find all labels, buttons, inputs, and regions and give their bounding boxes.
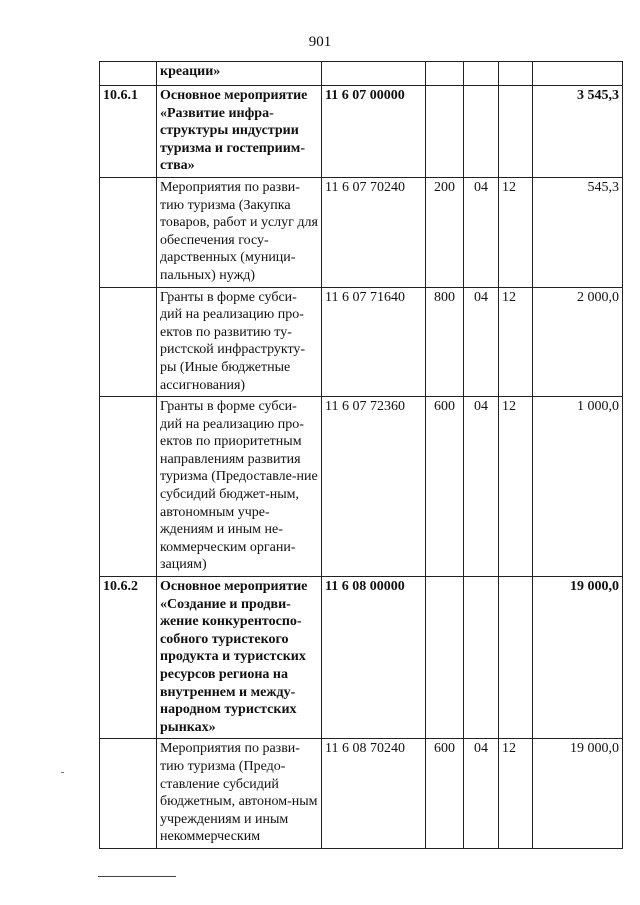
row-name: Мероприятия по разви-тию туризма (Предо-ставление субсидий бюджетным, автоном-ным учреждениям и иным некоммерческим	[157, 739, 322, 849]
row-subsection	[499, 86, 533, 178]
table-row	[100, 287, 623, 397]
row-code: 11 6 07 72360	[322, 397, 426, 577]
row-number: 10.6.1	[100, 86, 157, 178]
row-expense-type: 800	[426, 287, 464, 397]
row-code: 11 6 07 00000	[322, 86, 426, 178]
row-code	[322, 62, 426, 86]
row-section	[464, 62, 499, 86]
row-amount: 2 000,0	[533, 287, 623, 397]
budget-table	[99, 61, 623, 849]
row-subsection: 12	[499, 287, 533, 397]
table-row	[100, 577, 623, 739]
row-expense-type	[426, 86, 464, 178]
table-row	[100, 62, 623, 86]
row-code: 11 6 07 70240	[322, 177, 426, 287]
row-name: Гранты в форме субси-дий на реализацию про-ектов по развитию ту-ристской инфраструкту-ры (Иные бюджетные ассигнования)	[157, 287, 322, 397]
table-row	[100, 739, 623, 849]
footnote-rule	[98, 876, 176, 877]
row-section: 04	[464, 739, 499, 849]
row-expense-type	[426, 577, 464, 739]
table-row	[100, 397, 623, 577]
row-expense-type	[426, 62, 464, 86]
row-number	[100, 62, 157, 86]
scan-speck	[61, 772, 64, 773]
row-name: Мероприятия по разви-тию туризма (Закупка товаров, работ и услуг для обеспечения госу-дарственных (муници-пальных) нужд)	[157, 177, 322, 287]
row-expense-type: 200	[426, 177, 464, 287]
row-amount: 3 545,3	[533, 86, 623, 178]
row-name: Гранты в форме субси-дий на реализацию про-ектов по приоритетным направлениям развития туризма (Предоставле-ние субсидий бюджет-ным, автономным учре-ждениям и иным не-коммерческим органи-зациям)	[157, 397, 322, 577]
row-code: 11 6 08 00000	[322, 577, 426, 739]
row-amount: 1 000,0	[533, 397, 623, 577]
row-section	[464, 577, 499, 739]
row-amount: 19 000,0	[533, 577, 623, 739]
row-number	[100, 287, 157, 397]
row-number	[100, 397, 157, 577]
row-section: 04	[464, 397, 499, 577]
row-section: 04	[464, 287, 499, 397]
row-code: 11 6 07 71640	[322, 287, 426, 397]
row-subsection	[499, 577, 533, 739]
row-subsection: 12	[499, 739, 533, 849]
row-number	[100, 177, 157, 287]
row-name: креации»	[157, 62, 322, 86]
row-section: 04	[464, 177, 499, 287]
row-number: 10.6.2	[100, 577, 157, 739]
row-amount: 19 000,0	[533, 739, 623, 849]
row-subsection	[499, 62, 533, 86]
row-number	[100, 739, 157, 849]
table-row	[100, 86, 623, 178]
row-name: Основное мероприятие «Развитие инфра-структуры индустрии туризма и гостеприим-ства»	[157, 86, 322, 178]
row-amount	[533, 62, 623, 86]
row-amount: 545,3	[533, 177, 623, 287]
row-subsection: 12	[499, 177, 533, 287]
page-number: 901	[308, 34, 332, 50]
row-name: Основное мероприятие «Создание и продви-жение конкурентоспо-собного туристекого продукта и туристских ресурсов региона на внутреннем и между-народном туристских рынках»	[157, 577, 322, 739]
row-subsection: 12	[499, 397, 533, 577]
row-section	[464, 86, 499, 178]
table-row	[100, 177, 623, 287]
row-expense-type: 600	[426, 397, 464, 577]
row-code: 11 6 08 70240	[322, 739, 426, 849]
row-expense-type: 600	[426, 739, 464, 849]
